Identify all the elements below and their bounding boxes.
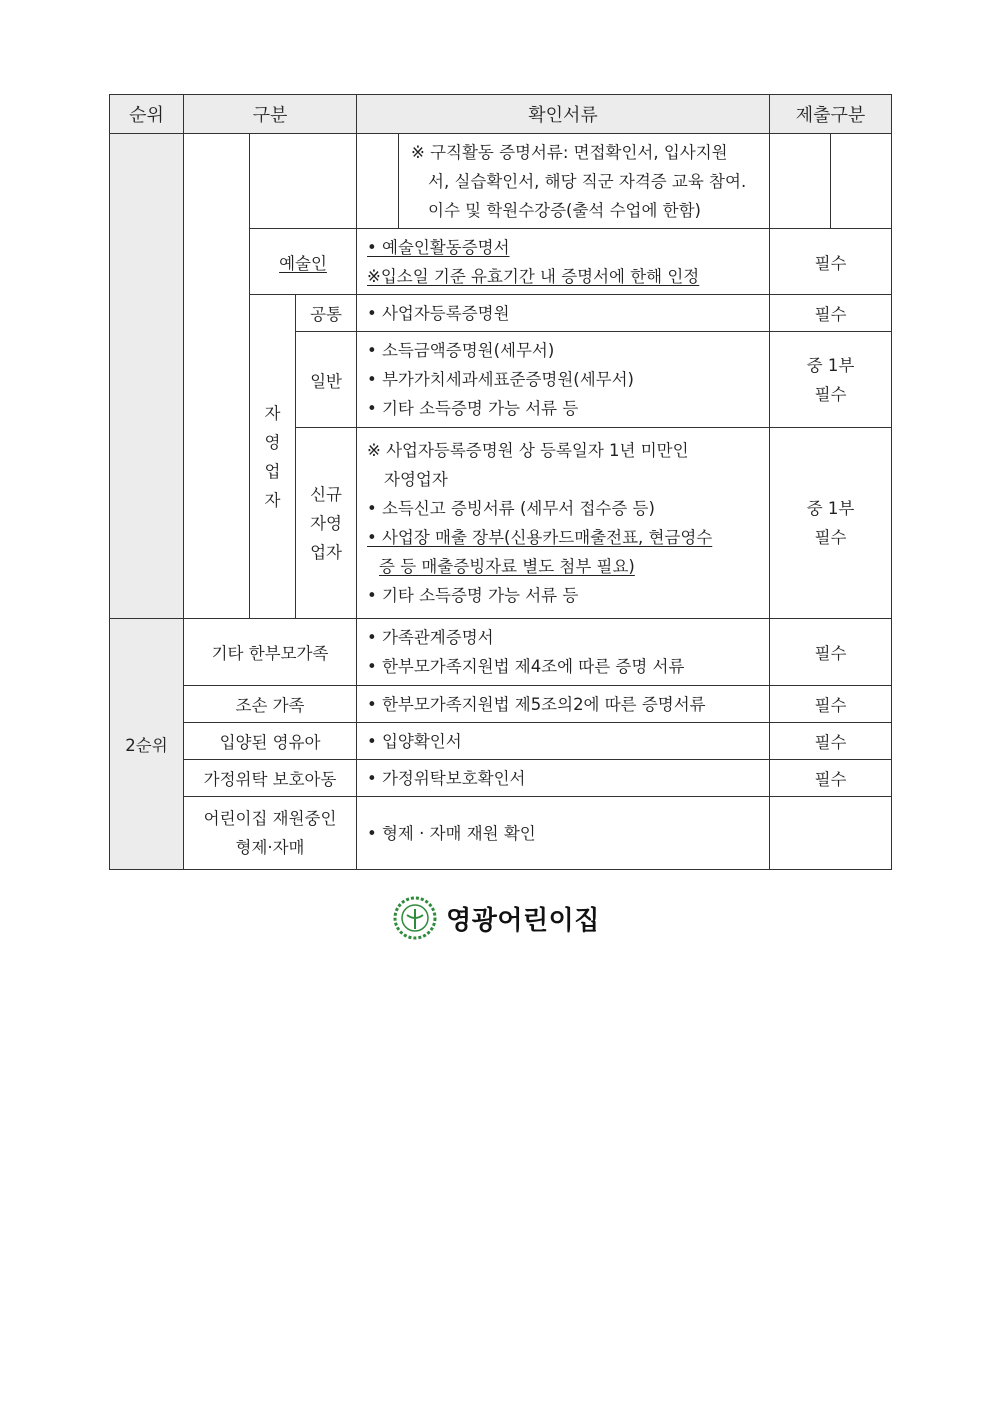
table-row xyxy=(110,723,892,760)
artist-submission: 필수 xyxy=(770,229,892,295)
table-row xyxy=(110,686,892,723)
document-requirements-table xyxy=(109,94,892,870)
second-rank-category: 조손 가족 xyxy=(184,686,357,723)
common-submission: 필수 xyxy=(770,295,892,332)
job-seeker-submission-left xyxy=(770,134,831,229)
second-rank-category: 가정위탁 보호아동 xyxy=(184,760,357,797)
second-rank-submission: 필수 xyxy=(770,619,892,686)
table-row xyxy=(110,797,892,870)
header-category: 구분 xyxy=(184,95,357,134)
first-rank-subcategory-cell xyxy=(184,134,250,619)
first-rank-cell xyxy=(110,134,184,619)
job-seeker-submission-right xyxy=(831,134,892,229)
header-documents: 확인서류 xyxy=(357,95,770,134)
general-label: 일반 xyxy=(296,332,357,428)
header-submission: 제출구분 xyxy=(770,95,892,134)
job-seeker-indent-cell xyxy=(357,134,399,229)
second-rank-docs: • 한부모가족지원법 제5조의2에 따른 증명서류 xyxy=(357,686,770,723)
second-rank-docs: • 형제 · 자매 재원 확인 xyxy=(357,797,770,870)
general-docs: • 소득금액증명원(세무서) • 부가가치세과세표준증명원(세무서) • 기타 소득증명 가능 서류 등 xyxy=(357,332,770,428)
second-rank-category: 기타 한부모가족 xyxy=(184,619,357,686)
artist-docs: • 예술인활동증명서 ※입소일 기준 유효기간 내 증명서에 한해 인정 xyxy=(357,229,770,295)
table-row xyxy=(110,619,892,686)
common-docs: • 사업자등록증명원 xyxy=(357,295,770,332)
general-submission: 중 1부 필수 xyxy=(770,332,892,428)
job-seeker-note: ※ 구직활동 증명서류: 면접확인서, 입사지원 서, 실습확인서, 해당 직군 자격증 교육 참여. 이수 및 학원수강증(출석 수업에 한함) xyxy=(399,134,770,229)
artist-label: 예술인 xyxy=(250,229,357,295)
footer-branding xyxy=(0,893,992,943)
second-rank-category: 어린이집 재원중인 형제·자매 xyxy=(184,797,357,870)
table-row xyxy=(110,760,892,797)
new-submission: 중 1부 필수 xyxy=(770,428,892,619)
second-rank-label: 2순위 xyxy=(110,619,184,870)
second-rank-submission: 필수 xyxy=(770,723,892,760)
header-rank: 순위 xyxy=(110,95,184,134)
self-employed-label: 자 영 업 자 xyxy=(250,295,296,619)
new-label: 신규 자영 업자 xyxy=(296,428,357,619)
second-rank-submission: 필수 xyxy=(770,686,892,723)
second-rank-submission xyxy=(770,797,892,870)
table-header-row xyxy=(110,95,892,134)
daycare-logo-icon xyxy=(392,895,438,941)
job-seeker-label-cell xyxy=(250,134,357,229)
second-rank-docs: • 입양확인서 xyxy=(357,723,770,760)
new-docs: ※ 사업자등록증명원 상 등록일자 1년 미만인 자영업자 • 소득신고 증빙서류 (세무서 접수증 등) • 사업장 매출 장부(신용카드매출전표, 현금영수 증 등 매출증빙자료 별도 첨부 필요) • 기타 소득증명 가능 서류 등 xyxy=(357,428,770,619)
second-rank-docs: • 가정위탁보호확인서 xyxy=(357,760,770,797)
second-rank-category: 입양된 영유아 xyxy=(184,723,357,760)
daycare-name: 영광어린이집 xyxy=(446,905,600,936)
common-label: 공통 xyxy=(296,295,357,332)
second-rank-submission: 필수 xyxy=(770,760,892,797)
second-rank-docs: • 가족관계증명서 • 한부모가족지원법 제4조에 따른 증명 서류 xyxy=(357,619,770,686)
job-seeker-row xyxy=(110,134,892,229)
